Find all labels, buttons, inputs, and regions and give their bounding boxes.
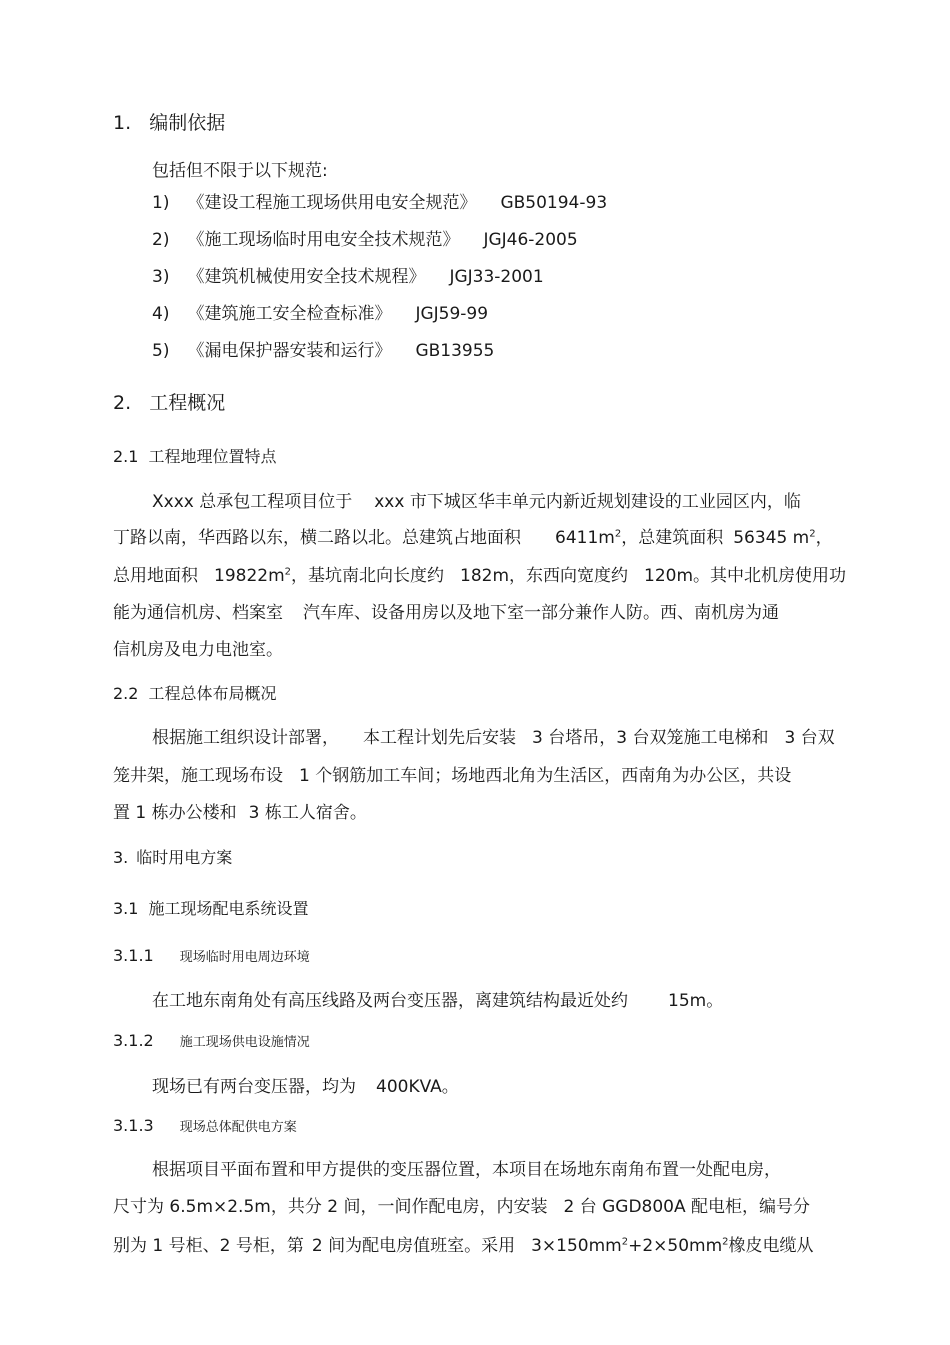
paragraph-line (113, 561, 846, 586)
standard-item-4 (152, 299, 488, 324)
text-run: 橡皮电缆从 (728, 1236, 814, 1256)
section-2-2-title: 工程总体布局概况 (148, 684, 277, 703)
section-2-2-number: 2.2 (113, 684, 139, 703)
text-run: 丁路以南，华西路以东，横二路以北。总建筑占地面积 (113, 528, 521, 548)
section-2-2-heading (113, 681, 276, 704)
standard-item-2 (152, 225, 578, 250)
text-run: 根据项目平面布置和甲方提供的变压器位置，本项目在场地东南角布置一处配电房， (152, 1160, 781, 1180)
text-run: ， (815, 528, 833, 548)
text-run: 15m。 (668, 991, 724, 1011)
superscript: 2 (284, 566, 292, 578)
text-run: 3×150mm (531, 1236, 622, 1256)
section-3-number: 3. (113, 848, 129, 867)
paragraph-line (113, 798, 367, 823)
standard-item-5 (152, 336, 494, 361)
standard-item-code: GB13955 (415, 341, 495, 361)
text-run: 2 间为配电房值班室。采用 (311, 1236, 516, 1256)
text-run: 3 台塔吊，3 台双笼施工电梯和 (532, 728, 769, 748)
text-run: 2 台 GGD800A 配电柜，编号分 (563, 1197, 811, 1217)
paragraph-line (152, 487, 801, 512)
text-run: 置 1 栋办公楼和 (113, 803, 237, 823)
text-run: 信机房及电力电池室。 (113, 640, 283, 660)
standard-item-number: 2) (152, 230, 170, 250)
text-run: 182m，东西向宽度约 (460, 566, 629, 586)
standard-item-1 (152, 188, 607, 213)
text-run: 3 台双 (784, 728, 835, 748)
section-3-title: 临时用电方案 (136, 848, 233, 867)
text-run: 尺寸为 6.5m×2.5m，共分 2 间，一间作配电房，内安装 (113, 1197, 548, 1217)
section-3-1-heading (113, 896, 308, 919)
text-run: +2×50mm (628, 1236, 723, 1256)
paragraph-line (152, 723, 835, 748)
standard-item-number: 3) (152, 267, 170, 287)
section-2-1-heading (113, 444, 276, 467)
section-2-1-title: 工程地理位置特点 (148, 447, 277, 466)
standard-item-number: 1) (152, 193, 170, 213)
section-3-1-1-title: 现场临时用电周边环境 (179, 950, 310, 965)
paragraph-line (113, 1231, 814, 1256)
text-run: Xxxx 总承包工程项目位于 (152, 492, 353, 512)
standard-item-number: 5) (152, 341, 170, 361)
text-run: 笼井架，施工现场布设 (113, 766, 283, 786)
section-1-title: 编制依据 (149, 112, 226, 134)
section-3-1-2-title: 施工现场供电设施情况 (179, 1035, 310, 1050)
section-2-heading (113, 388, 225, 415)
section-2-number: 2. (113, 392, 132, 414)
text-run: 19822m (214, 566, 285, 586)
text-run: 别为 1 号柜、2 号柜，第 (113, 1236, 304, 1256)
section-3-1-number: 3.1 (113, 899, 139, 918)
standard-item-code: GB50194-93 (500, 193, 608, 213)
standard-item-name: 《施工现场临时用电安全技术规范》 (187, 230, 460, 250)
superscript: 2 (614, 528, 622, 540)
text-run: ，基坑南北向长度约 (291, 566, 445, 586)
text-run: 3 栋工人宿舍。 (248, 803, 367, 823)
text-run: 本工程计划先后安装 (363, 728, 516, 748)
section-3-1-1-heading (113, 946, 310, 965)
paragraph-line (152, 1072, 459, 1097)
text-run: 在工地东南角处有高压线路及两台变压器，离建筑结构最近处约 (152, 991, 628, 1011)
section-3-1-3-number: 3.1.3 (113, 1116, 154, 1135)
standard-item-name: 《建筑机械使用安全技术规程》 (187, 267, 426, 287)
section-1-heading (113, 108, 225, 135)
section-3-1-2-number: 3.1.2 (113, 1031, 154, 1050)
paragraph-line (113, 598, 779, 623)
section-3-1-3-heading (113, 1116, 297, 1135)
section-2-title: 工程概况 (149, 392, 226, 414)
standard-item-code: JGJ46-2005 (483, 230, 578, 250)
standard-item-code: JGJ59-99 (415, 304, 489, 324)
paragraph-line (152, 1155, 781, 1180)
text-run: 400KVA。 (376, 1077, 459, 1097)
text-run: 56345 m (733, 528, 810, 548)
text-run: 汽车库、设备用房以及地下室一部分兼作人防。西、南机房为通 (303, 603, 779, 623)
paragraph-line (113, 523, 833, 548)
text-run: 根据施工组织设计部署， (152, 728, 339, 748)
standard-item-name: 《建设工程施工现场供用电安全规范》 (187, 193, 477, 213)
section-1-number: 1. (113, 112, 132, 134)
standard-item-name: 《建筑施工安全检查标准》 (187, 304, 392, 324)
text-run: 能为通信机房、档案室 (113, 603, 283, 623)
text-run: ，总建筑面积 (621, 528, 724, 548)
section-2-1-number: 2.1 (113, 447, 139, 466)
text-run: 120m。其中北机房使用功 (644, 566, 847, 586)
standard-item-3 (152, 262, 544, 287)
paragraph-line (113, 1192, 810, 1217)
text-run: 总用地面积 (113, 566, 198, 586)
standard-item-number: 4) (152, 304, 170, 324)
superscript: 2 (621, 1236, 629, 1248)
section-3-1-2-heading (113, 1031, 310, 1050)
section-3-heading (113, 845, 232, 868)
standards-intro: 包括但不限于以下规范: (152, 161, 328, 181)
section-3-1-1-number: 3.1.1 (113, 946, 154, 965)
paragraph-line (113, 635, 283, 660)
paragraph-line (113, 761, 791, 786)
paragraph-line (152, 986, 723, 1011)
text-run: 现场已有两台变压器，均为 (152, 1077, 356, 1097)
text-run: 1 个钢筋加工车间；场地西北角为生活区，西南角为办公区，共设 (299, 766, 792, 786)
standard-item-name: 《漏电保护器安装和运行》 (187, 341, 392, 361)
superscript: 2 (809, 528, 816, 540)
text-run: 6411m (555, 528, 615, 548)
text-run: xxx 市下城区华丰单元内新近规划建设的工业园区内，临 (374, 492, 801, 512)
section-3-1-3-title: 现场总体配供电方案 (179, 1120, 297, 1135)
section-3-1-title: 施工现场配电系统设置 (148, 899, 309, 918)
standard-item-code: JGJ33-2001 (449, 267, 544, 287)
superscript: 2 (722, 1236, 729, 1248)
